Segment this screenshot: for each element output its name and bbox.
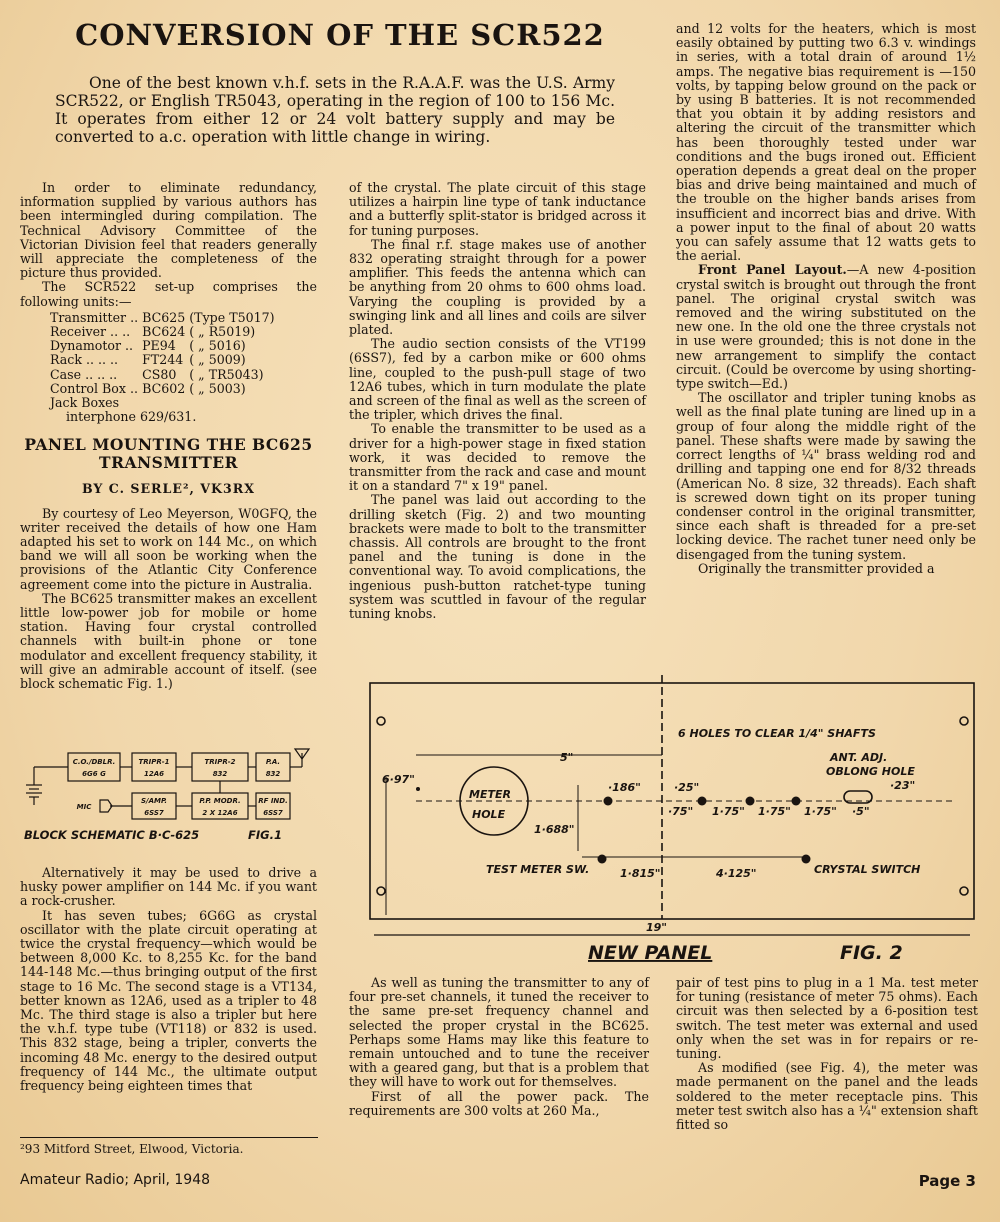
paragraph: The oscillator and tripler tuning knobs as well as the final plate tuning are lined up in a group of four along the middle right of the panel. These shafts were made by sawing the correct lengths of ¼" brass welding rod and drilling and tapping one end for 8/32 threads (American No. 8 size, 32 threads). Each shaft is screwed down tight on its proper tuning condenser control in the original transmitter, since each shaft is threaded for a pre-set locking device. The rachet tuner need only be disengaged from the tuning system.	[676, 390, 976, 562]
paragraph: It has seven tubes; 6G6G as crystal oscillator with the plate circuit operating at twice the crystal frequency—which would be between 8,000 Kc. to 8,255 Kc. for the band 144-148 Mc.—thus bringing output of the first stage to 16 Mc. The second stage is a VT134, better known as 12A6, used as a tripler to 48 Mc. The third stage is also a tripler but here the v.h.f. type tube (VT118) or 832 is used. This 832 stage, being a tripler, converts the incoming 48 Mc. energy to the desired output frequency of 144 Mc., the ultimate output frequency being eighteen times that	[20, 907, 317, 1094]
dimension-label: 4·125"	[716, 867, 757, 880]
unit-name: Control Box ..	[50, 380, 138, 396]
meter-label: METER	[469, 788, 511, 801]
dimension-label: ANT. ADJ.	[830, 751, 888, 764]
block-label: S/AMP.	[141, 797, 167, 805]
unit-type: ( „ 5003)	[189, 380, 246, 396]
paragraph: As modified (see Fig. 4), the meter was made permanent on the panel and the leads soldered to the meter receptacle pins. This meter test switch also has a ¼" extension shaft fitted so	[676, 1060, 978, 1133]
paragraph: The final r.f. stage makes use of another 832 operating straight through for a power amplifier. This feeds the antenna which can be anything from 20 ohms to 600 ohms load. Varying the coupling is provided by a swinging link and all lines and coils are silver plated.	[349, 236, 646, 338]
page-number: Page 3	[918, 1172, 976, 1190]
unit-type: ( „ 5009)	[189, 352, 246, 368]
unit-name: Rack .. .. ..	[50, 352, 118, 368]
paragraph: Alternatively it may be used to drive a husky power amplifier on 144 Mc. if you want a rock-crusher.	[20, 865, 317, 909]
block-label: 6G6 G	[82, 770, 106, 778]
paragraph: The panel was laid out according to the drilling sketch (Fig. 2) and two mounting brackets were made to bolt to the transmitter chassis. All controls are brought to the front panel and the tuning is done in the conventional way. To avoid complications, the ingenious push-button ratchet-type tuning system was scuttled in favour of the regular tuning knobs.	[349, 492, 646, 622]
dimension-label: TEST METER SW.	[486, 863, 590, 876]
unit-code: BC625	[142, 309, 186, 325]
unit-name: interphone 629/631.	[66, 409, 197, 425]
footnote: ²93 Mitford Street, Elwood, Victoria.	[20, 1137, 318, 1156]
unit-type: ( „ TR5043)	[189, 366, 264, 382]
dimension-label: OBLONG HOLE	[826, 765, 915, 778]
unit-name: Case .. .. ..	[50, 366, 118, 382]
paragraph: pair of test pins to plug in a 1 Ma. test meter for tuning (resistance of meter 75 ohms). Each circuit was then selected by a 6-position test switch. The test meter was external and used only when the set was in for repairs or re-tuning.	[676, 975, 978, 1062]
table-row	[50, 410, 279, 424]
dimension-label: 1·75"	[804, 805, 837, 818]
figure-caption: NEW PANEL	[588, 942, 713, 964]
paragraph: Originally the transmitter provided a	[698, 560, 935, 576]
unit-code: FT244	[142, 352, 184, 368]
meter-label: HOLE	[472, 808, 506, 821]
dimension-label: 6·97"	[382, 773, 415, 786]
column-2	[349, 181, 646, 621]
block-label: RF IND.	[258, 797, 288, 805]
column-1-continued	[20, 866, 317, 1093]
block-label: 12A6	[143, 770, 165, 778]
paragraph: and 12 volts for the heaters, which is most easily obtained by putting two 6.3 v. windings in series, with a total drain of around 1½ amps. The negative bias requirement is —150 volts, by tapping below ground on the pack or by using B batteries. It is not recommended that you obtain it by adding resistors and altering the circuit of the transmitter which has been thoroughly tested under war conditions and the bugs ironed out. Efficient operation depends a great deal on the proper bias and drive being maintained and much of the trouble on the higher bands arises from insufficient and incorrect bias and drive. With a power input to the final of about 20 watts you can safely assume that 12 watts gets to the aerial.	[676, 21, 976, 264]
panel-drilling-figure	[356, 675, 986, 965]
unit-code: CS80	[142, 366, 177, 382]
unit-type: ( „ 5016)	[189, 338, 246, 354]
paragraph: To enable the transmitter to be used as a driver for a high-power stage in fixed station work, it was decided to remove the transmitter from the rack and case and mount it on a standard 7" x 19" panel.	[349, 421, 646, 494]
dimension-label: ·25"	[674, 781, 700, 794]
section-heading: PANEL MOUNTING THE BC625 TRANSMITTER	[24, 435, 313, 473]
table-row	[50, 339, 279, 353]
table-row	[50, 368, 279, 382]
table-row	[50, 382, 279, 396]
dimension-label: ·186"	[608, 781, 641, 794]
dimension-label: 5"	[560, 751, 574, 764]
unit-name: Dynamotor ..	[50, 338, 134, 354]
page-footer	[20, 1172, 980, 1188]
table-row	[50, 325, 279, 339]
block-label: 6SS7	[144, 809, 164, 817]
dimension-label: 1·815"	[620, 867, 661, 880]
block-label: P.A.	[265, 758, 281, 766]
column-1	[20, 181, 317, 691]
unit-type: (Type T5017)	[189, 309, 275, 325]
unit-type: ( „ R5019)	[189, 324, 256, 340]
dimension-label: ·5"	[852, 805, 870, 818]
block-label: TRIPR-1	[138, 758, 170, 766]
paragraph: By courtesy of Leo Meyerson, W0GFQ, the writer received the details of how one Ham adapted his set to work on 144 Mc., on which band we will all soon be working when the provisions of the Atlantic City Conference agreement come into the picture in Australia.	[20, 505, 317, 592]
paragraph: The SCR522 set-up comprises the following units:—	[20, 279, 317, 309]
dimension-label: 19"	[646, 921, 668, 934]
subheading: Front Panel Layout.	[698, 262, 847, 278]
column-2-bottom	[349, 976, 649, 1118]
table-row	[50, 311, 279, 325]
unit-code: BC624	[142, 324, 186, 340]
dimension-label: 6 HOLES TO CLEAR 1/4" SHAFTS	[678, 727, 876, 740]
column-3	[676, 22, 976, 576]
block-schematic-figure	[20, 745, 320, 845]
dimension-label: CRYSTAL SWITCH	[814, 863, 921, 876]
paragraph: First of all the power pack. The requirements are 300 volts at 260 Ma.,	[349, 1088, 649, 1118]
column-3-bottom	[676, 976, 978, 1132]
paragraph: The audio section consists of the VT199 (6SS7), fed by a carbon mike or 600 ohms line, coupled to the push-pull stage of two 12A6 tubes, which in turn modulate the plate and screen of the final as well as the screen of the tripler, which drives the final.	[349, 336, 646, 423]
dimension-label: ·75"	[668, 805, 694, 818]
paragraph-text: —A new 4-position crystal switch is brought out through the front panel. The original crystal switch was removed and the wiring substituted on the new one. In the old one the three crystals not in use were grounded; this is not done in the new arrangement to simplify the contact circuit. (Could be overcome by using shorting-type switch—Ed.)	[676, 262, 976, 392]
unit-name: Receiver .. ..	[50, 324, 131, 340]
block-label: C.O./DBLR.	[72, 758, 116, 766]
unit-code: PE94	[142, 338, 176, 354]
block-label: 2 X 12A6	[202, 809, 238, 817]
article-title: CONVERSION OF THE SCR522	[75, 18, 605, 52]
dimension-label: 1·75"	[712, 805, 745, 818]
publication-info: Amateur Radio; April, 1948	[20, 1172, 211, 1188]
block-label: 832	[265, 770, 281, 778]
dimension-label: ·23"	[890, 779, 916, 792]
dimension-label: 1·75"	[758, 805, 791, 818]
block-label: 832	[212, 770, 228, 778]
block-label: TRIPR-2	[204, 758, 236, 766]
dimension-label: 1·688"	[534, 823, 575, 836]
table-row	[50, 396, 279, 410]
byline: BY C. SERLE², VK3RX	[82, 481, 255, 497]
unit-name: Jack Boxes	[50, 395, 120, 411]
block-label: 6SS7	[263, 809, 283, 817]
paragraph: As well as tuning the transmitter to any of four pre-set channels, it tuned the receiver to the same pre-set frequency channel and selected the proper crystal in the BC625. Perhaps some Hams may like this feature to remain untouched and to tune the receiver with a geared gang, but that is a problem that they will have to work out for themselves.	[349, 975, 649, 1090]
paragraph: The BC625 transmitter makes an excellent little low-power job for mobile or home station. Having four crystal controlled channels with built-in phone or tone modulator and excellent frequency stability, it will give an admirable account of itself. (see block schematic Fig. 1.)	[20, 590, 317, 692]
mic-label: MIC	[76, 803, 92, 811]
units-table	[50, 311, 279, 425]
paragraph: of the crystal. The plate circuit of this stage utilizes a hairpin line type of tank inductance and a butterfly split-stator is bridged across it for tuning purposes.	[349, 180, 646, 238]
figure-label: FIG.1	[248, 828, 282, 842]
figure-label: FIG. 2	[840, 942, 903, 964]
unit-code: BC602	[142, 380, 186, 396]
unit-name: Transmitter ..	[50, 309, 139, 325]
block-label: P.P. MODR.	[199, 797, 241, 805]
table-row	[50, 353, 279, 367]
intro-paragraph: One of the best known v.h.f. sets in the R.A.A.F. was the U.S. Army SCR522, or English TR5043, operating in the region of 100 to 156 Mc. It operates from either 12 or 24 volt battery supply and may be converted to a.c. operation with little change in wiring.	[55, 74, 615, 146]
paragraph	[676, 263, 976, 391]
paragraph: In order to eliminate redundancy, information supplied by various authors has been intermingled during compilation. The Technical Advisory Committee of the Victorian Division feel that readers generally will appreciate the completeness of the picture thus provided.	[20, 180, 317, 281]
figure-caption: BLOCK SCHEMATIC B·C-625	[24, 828, 200, 842]
